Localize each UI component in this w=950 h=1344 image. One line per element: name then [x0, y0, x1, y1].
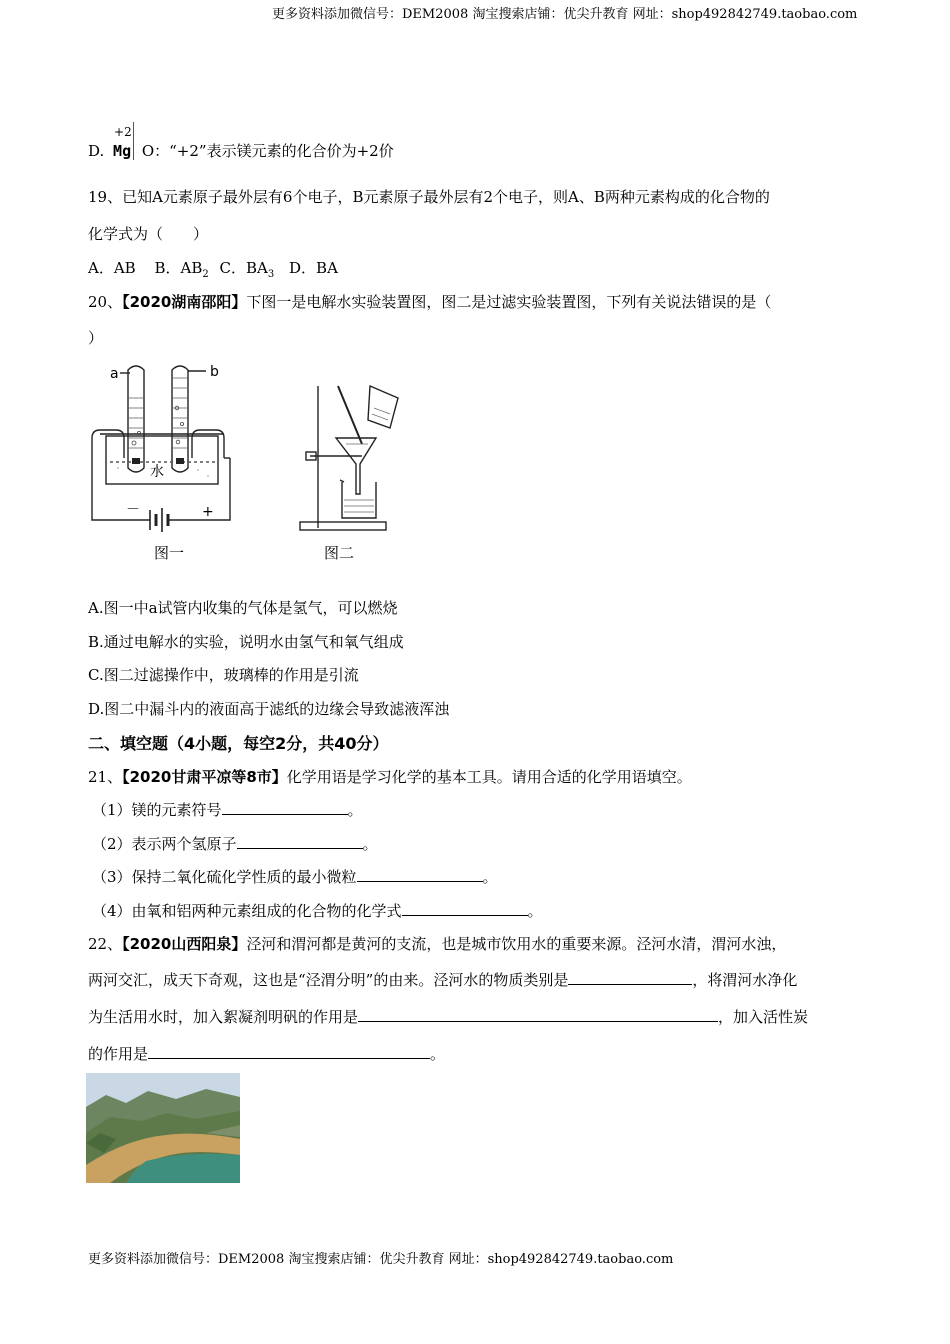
caption-fig1: 图一 [154, 544, 185, 562]
q19-line1: 19、已知A元素原子最外层有6个电子，B元素原子最外层有2个电子，则A、B两种元素构成的化合物的 [88, 188, 770, 206]
valence-charge: +2 [114, 125, 132, 139]
q20-stem-end: ） [88, 329, 104, 347]
q19-option-b: B．$AB_2$ [154, 259, 209, 280]
label-plus: + [202, 504, 214, 520]
q22-line2: 两河交汇，成天下奇观，这也是“泾渭分明”的由来。泾河水的物质类别是 ，将渭河水净化 [88, 971, 798, 989]
stand-base [300, 522, 386, 530]
q21-stem: 21、【2020甘肃平凉等8市】化学用语是学习化学的基本工具。请用合适的化学用语填空。 [88, 768, 692, 786]
page-footer: 更多资料添加微信号：DEM2008 淘宝搜索店铺：优尖升教育 网址：shop492842749.taobao.com [88, 1252, 674, 1267]
q18-d-prefix: D. [88, 142, 105, 160]
q19-option-a: A．AB [88, 259, 136, 277]
q20-stem: 20、【2020湖南邵阳】下图一是电解水实验装置图，图二是过滤实验装置图，下列有关说法错误的是（ [88, 293, 772, 311]
label-b: b [210, 364, 219, 380]
caption-fig2: 图二 [324, 544, 355, 562]
q18-option-d [88, 125, 394, 161]
answer-blank[interactable] [568, 970, 692, 985]
q20-option-a: A.图一中a试管内收集的气体是氢气，可以燃烧 [88, 599, 398, 617]
q22-line4: 的作用是 。 [88, 1045, 446, 1063]
label-water: 水 [150, 464, 164, 480]
label-a: a [110, 366, 119, 382]
wire-right [168, 458, 230, 520]
q20-option-d: D.图二中漏斗内的液面高于滤纸的边缘会导致滤液浑浊 [88, 700, 450, 718]
q22-line3: 为生活用水时，加入絮凝剂明矾的作用是 ，加入活性炭 [88, 1008, 809, 1026]
q21-source: 【2020甘肃平凉等8市】 [122, 768, 287, 786]
label-minus: － [126, 502, 140, 518]
q18-d-oxygen: O [141, 142, 155, 160]
glass-rod [338, 386, 362, 444]
answer-blank[interactable] [148, 1044, 430, 1059]
q19-option-d: D．BA [289, 259, 338, 277]
answer-blank[interactable] [237, 834, 363, 849]
q19-line2: 化学式为（ ） [88, 225, 209, 243]
wire-left [92, 458, 150, 520]
q19-option-c: C．$BA_3$ [219, 259, 275, 280]
pouring-beaker [368, 386, 398, 428]
q20-option-c: C.图二过滤操作中，玻璃棒的作用是引流 [88, 666, 359, 684]
q19-options [88, 257, 338, 280]
q21-item-2: （2）表示两个氢原子 。 [92, 835, 378, 853]
answer-blank[interactable] [358, 1007, 718, 1022]
valence-notation [113, 125, 137, 160]
section-title: 二、填空题（4小题，每空2分，共40分） [88, 734, 389, 753]
q22-source: 【2020山西阳泉】 [122, 935, 247, 953]
answer-blank[interactable] [357, 867, 483, 882]
test-tube-b [172, 366, 188, 472]
q18-d-text: ：“+2”表示镁元素的化合价为+2价 [154, 142, 394, 160]
river-photo [86, 1073, 240, 1183]
q21-item-3: （3）保持二氧化硫化学性质的最小微粒 。 [92, 868, 498, 886]
cursor-bar [133, 122, 134, 160]
filtration-figure [290, 382, 410, 568]
element-symbol: Mg [113, 142, 132, 160]
q22-line1: 22、【2020山西阳泉】泾河和渭河都是黄河的支流，也是城市饮用水的重要来源。泾河水清，渭河水浊， [88, 935, 787, 953]
answer-blank[interactable] [402, 901, 528, 916]
page-header: 更多资料添加微信号：DEM2008 淘宝搜索店铺：优尖升教育 网址：shop492842749.taobao.com [272, 7, 858, 22]
answer-blank[interactable] [222, 800, 348, 815]
q21-item-1: （1）镁的元素符号 。 [92, 801, 363, 819]
q21-item-4: （4）由氧和铝两种元素组成的化合物的化学式 。 [92, 902, 543, 920]
electrolysis-figure [88, 358, 248, 568]
test-tube-a [128, 366, 144, 472]
q20-option-b: B.通过电解水的实验，说明水由氢气和氧气组成 [88, 633, 404, 651]
q20-source: 【2020湖南邵阳】 [122, 293, 247, 311]
